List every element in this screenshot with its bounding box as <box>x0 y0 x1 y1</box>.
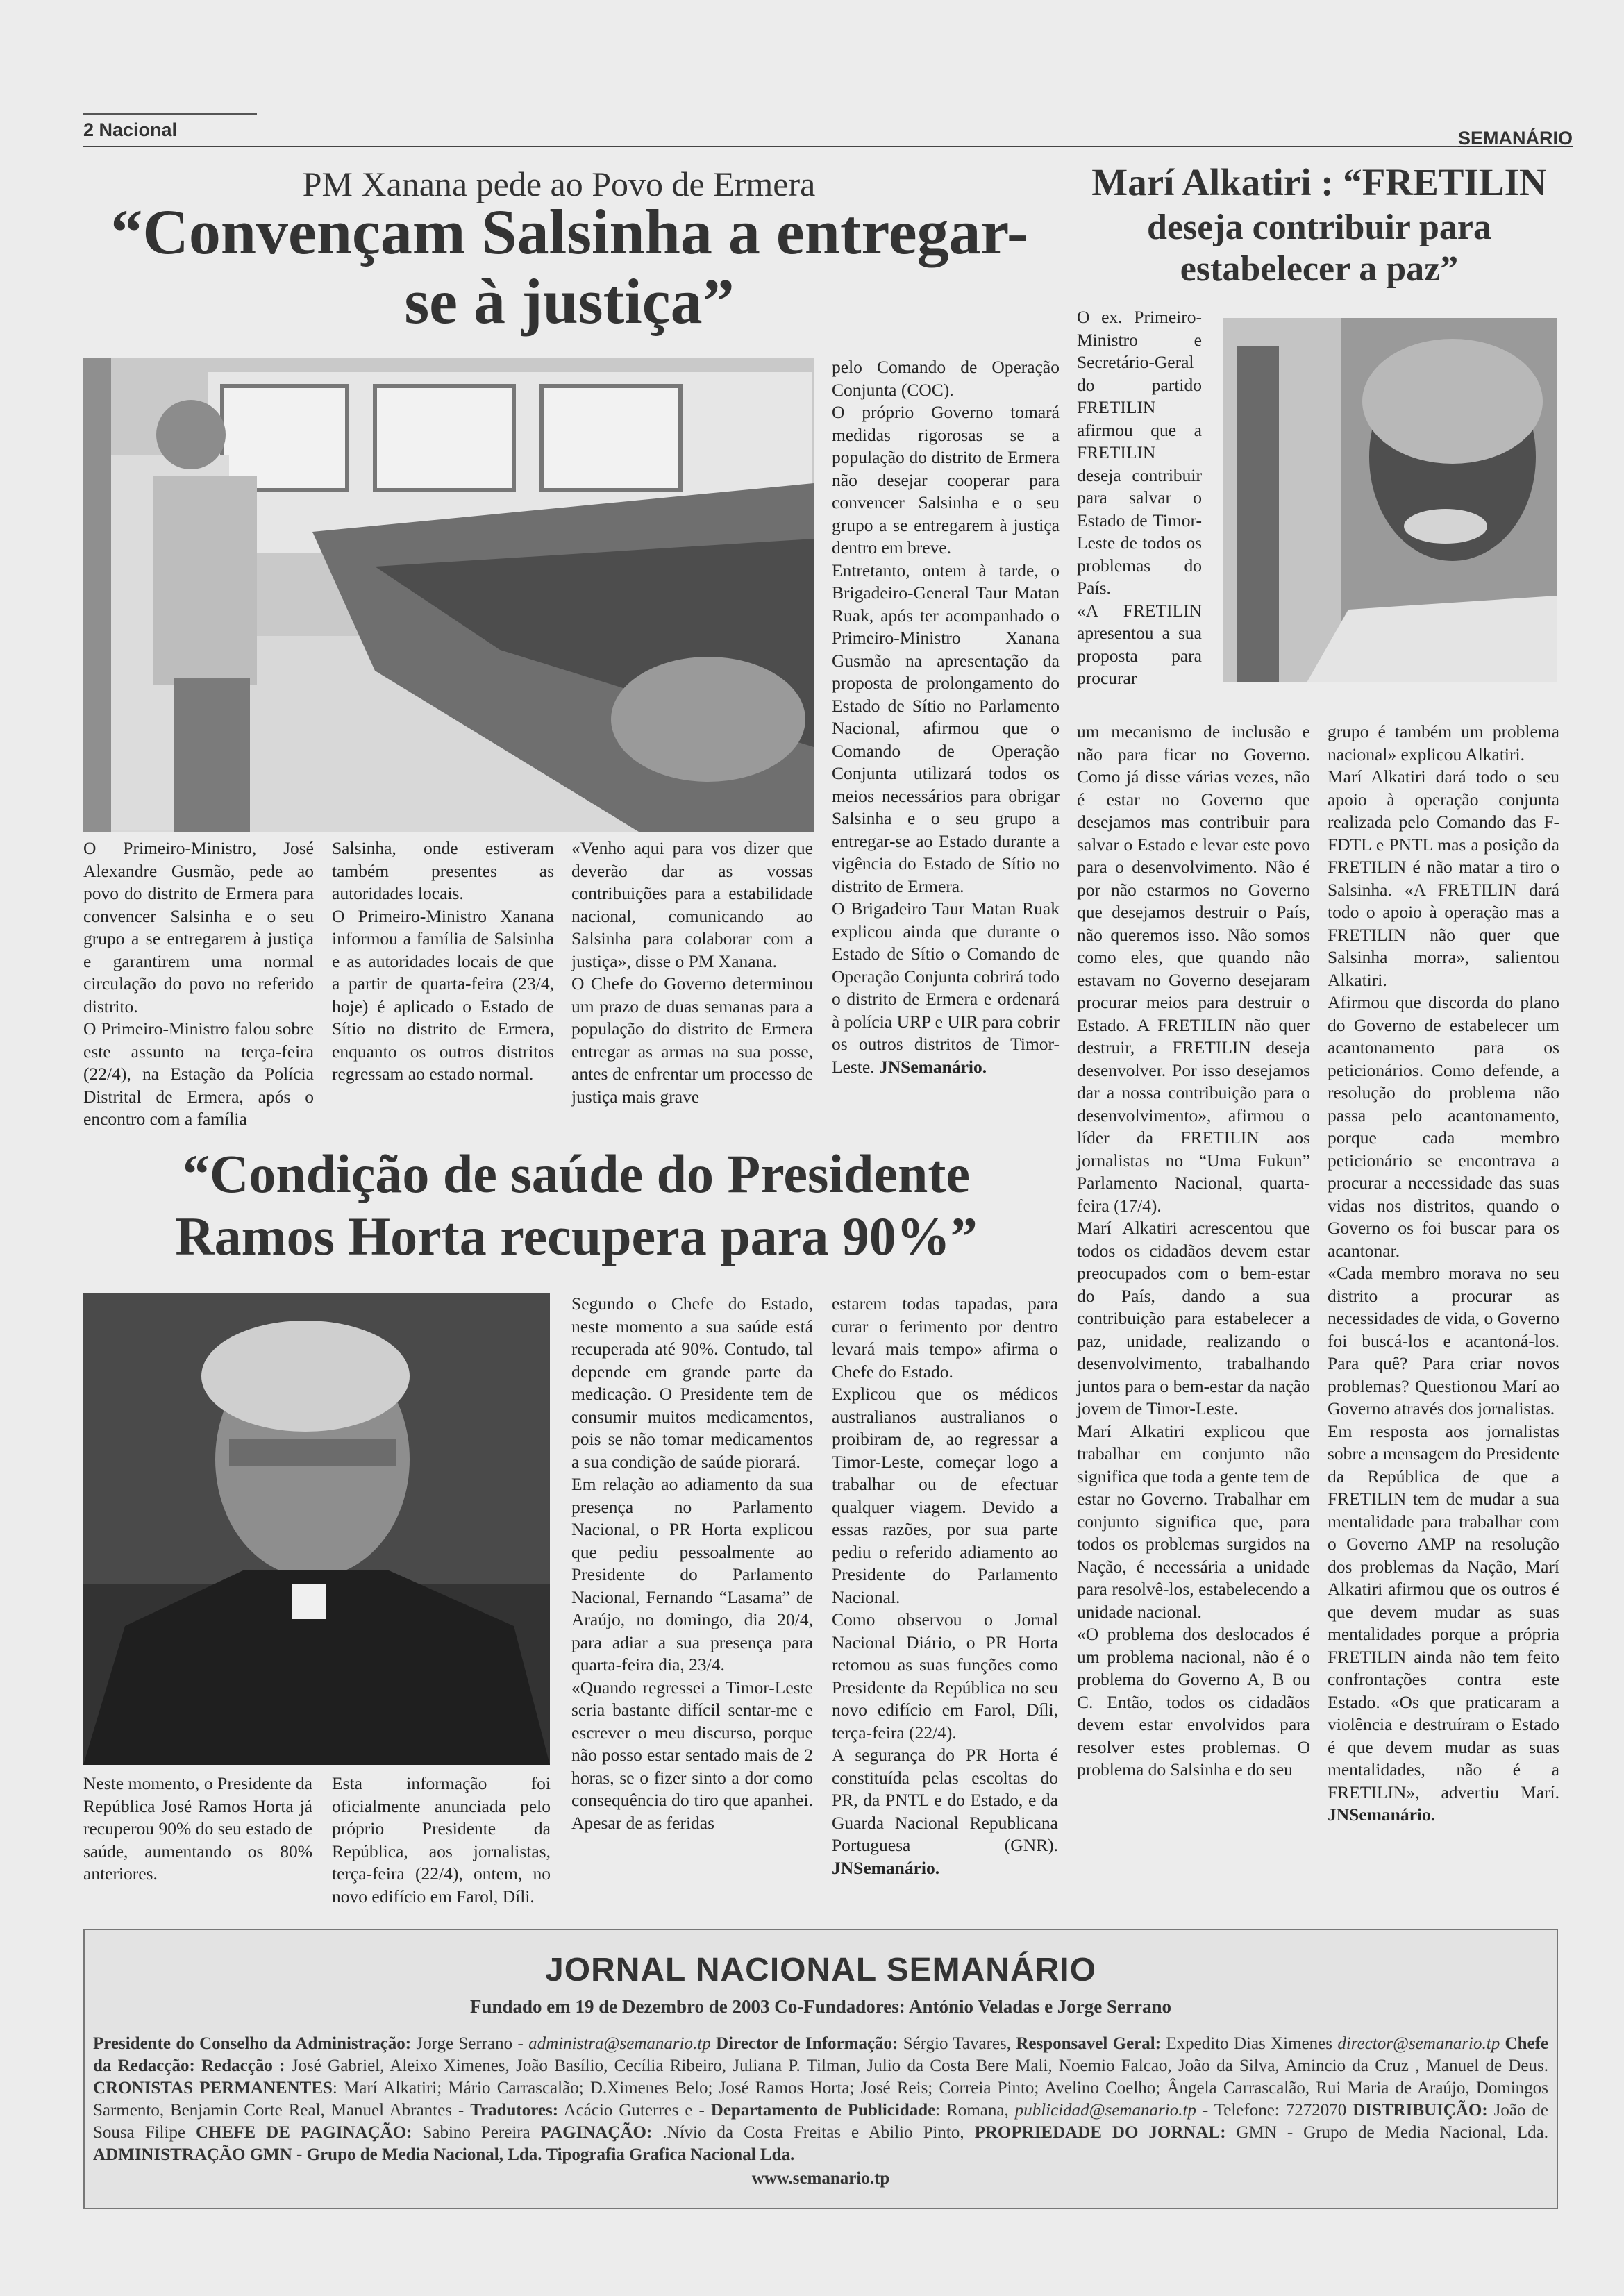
footer-credits: Presidente do Conselho da Administração: Jorge Serrano - administra@semanario.tp Director de Informação: Sérgio Tavares, Responsavel Geral: Expedito Dias Ximenes director@semanario.tp Chefe da Redacção: Redacção : José Gabriel, Aleixo Ximenes, João Basílio, Cecília Ribeiro, Juliana P. Tilman, Julio da Costa Bere Mali, Noemio Falcao, João da Silva, Amincio da Cruz , Manuel de Deus. CRONISTAS PERMANENTES: Marí Alkatiri; Mário Carrascalão; D.Ximenes Belo; José Ramos Horta; José Reis; Correia Pinto; Avelino Coelho; Ângela Carrascalão, Rui Maria de Araújo, Domingos Sarmento, Benjamin Corte Real, Manuel Abrantes - Tradutores: Acácio Guterres e - Departamento de Publicidade: Romana, publicidad@semanario.tp - Telefone: 7272070 DISTRIBUIÇÃO: João de Sousa Filipe CHEFE DE PAGINAÇÃO: Sabino Pereira PAGINAÇÃO: .Nívio da Costa Freitas e Abilio Pinto, PROPRIEDADE DO JORNAL: GMN - Grupo de Media Nacional, Lda. ADMINISTRAÇÃO GMN - Grupo de Media Nacional, Lda. Tipografia Grafica Nacional Lda. <box>93 2034 1549 2164</box>
article3-col4-para4-text: A segurança do PR Horta é constituída pelas escoltas do PR, da PNTL e do Estado, e da Guarda Nacional Republicana Portuguesa (GNR). <box>832 1745 1058 1855</box>
masthead: SEMANÁRIO <box>1458 128 1573 149</box>
article2-headline-line1: Marí Alkatiri : “FRETILIN <box>1091 161 1547 203</box>
article3-col4-para4 <box>832 1744 1058 1879</box>
article1-col4-para3: Entretanto, ontem à tarde, o Brigadeiro-General Taur Matan Ruak, após ter acompanhado o Primeiro-Ministro Xanana Gusmão na apresentação da proposta de prolongamento do Estado de Sítio no Parlamento Nacional, afirmou que o Comando de Operação Conjunta utilizará todos os meios necessários para obrigar Salsinha e o seu grupo a entregar-se ao Estado durante a vigência do Estado de Sítio no distrito de Ermera. <box>832 560 1060 896</box>
article1-col3-para2: O Chefe do Governo determinou um prazo de duas semanas para a população do distrito de Ermera entregar as armas na sua posse, antes de enfrentar um processo de justiça mais grave <box>571 973 813 1107</box>
page-section: 2 Nacional <box>83 119 178 140</box>
horta-photo <box>83 1293 550 1765</box>
alkatiri-photo-image <box>1223 318 1557 682</box>
article1-headline-line2: se à justiça” <box>404 266 735 337</box>
article2-intro-para2: «A FRETILIN apresentou a sua proposta para procurar <box>1077 600 1202 688</box>
article3-column-3 <box>571 1293 813 1834</box>
article3-col3-para3: «Quando regressei a Timor-Leste seria bastante difícil sentar-me e escrever o meu discurso, porque não posso estar sentado mais de 2 horas, se o fizer sinto a dor como consequência do tiro que apanhei. Apesar de as feridas <box>571 1677 813 1833</box>
article2-headline-line2: deseja contribuir para <box>1147 208 1491 247</box>
article1-signature: JNSemanário. <box>878 1056 987 1077</box>
article2-col1-para4: «O problema dos deslocados é um problema nacional, não é o problema do Governo A, B ou C. Então, todos os cidadãos devem estar envolvidos para resolver estes problemas. O problema do Salsinha e do seu <box>1077 1624 1310 1779</box>
article1-col4-para4-text: O Brigadeiro Taur Matan Ruak explicou ainda que durante o Estado de Sítio o Comando de Operação Conjunta cobrirá todo o distrito de Ermera e ordenará à polícia URP e UIR para cobrir os outros distritos de Timor-Leste. <box>832 898 1060 1077</box>
article2-col2-para5 <box>1328 1421 1559 1827</box>
article2-col2-para2: Marí Alkatiri dará todo o seu apoio à operação conjunta realizada pelo Comando das F-FDTL e PNTL mas a posição da FRETILIN é não matar a tiro o Salsinha. «A FRETILIN dará todo o apoio à operação mas a FRETILIN não quer que Salsinha morra», salientou Alkatiri. <box>1328 766 1559 990</box>
article3-headline-line2: Ramos Horta recupera para 90%” <box>175 1206 978 1266</box>
header-rule <box>83 146 1569 147</box>
article2-col2-para4: «Cada membro morava no seu distrito a procurar as necessidades de vida, o Governo foi buscá-los e acantoná-los. Para quê? Para criar novos problemas? Questionou Marí ao Governo através dos jornalistas. <box>1328 1263 1559 1418</box>
article3-headline-line1: “Condição de saúde do Presidente <box>183 1143 970 1204</box>
article1-column-1 <box>83 837 314 1131</box>
article3-col3-para1: Segundo o Chefe do Estado, neste momento a sua saúde está recuperada até 90%. Contudo, tal depende em grande parte da medicação. O Presidente tem de consumir muitos medicamentos, pois se não tomar medicamentos a sua condição de saúde piorará. <box>571 1293 813 1472</box>
article1-col3-para1: «Venho aqui para vos dizer que deverão dar as vossas contribuições para a estabilidade nacional, comunicando ao Salsinha para colaborar com a justiça», disse o PM Xanana. <box>571 838 813 971</box>
article1-col2-para1: Salsinha, onde estiveram também presentes as autoridades locais. <box>332 838 554 903</box>
article1-column-3 <box>571 837 813 1108</box>
footer-website[interactable]: www.semanario.tp <box>751 2169 890 2188</box>
header-rule-short <box>83 113 257 115</box>
meeting-photo <box>83 358 814 832</box>
article2-signature: JNSemanário. <box>1328 1804 1436 1825</box>
article3-signature: JNSemanário. <box>832 1857 940 1878</box>
alkatiri-photo <box>1223 318 1557 682</box>
article1-column-4 <box>832 356 1060 1078</box>
article1-headline-line1: “Convençam Salsinha a entregar- <box>110 196 1028 267</box>
article1-col4-para4 <box>832 898 1060 1078</box>
footer-title: JORNAL NACIONAL SEMANÁRIO <box>545 1952 1096 1988</box>
article1-col2-para2: O Primeiro-Ministro Xanana informou a família de Salsinha e as autoridades locais de que a partir de quarta-feira (23/4, hoje) é aplicado o Estado de Sítio no distrito de Ermera, enquanto os outros distritos regressam ao estado normal. <box>332 905 554 1084</box>
footer-box <box>83 1929 1558 2209</box>
footer-subtitle: Fundado em 19 de Dezembro de 2003 Co-Fundadores: António Veladas e Jorge Serrano <box>469 1996 1172 2017</box>
article3-col4-para2: Explicou que os médicos australianos australianos o proibiram de, ao regressar a Timor-Leste, começar logo a trabalhar ou de efectuar qualquer viagem. Devido a essas razões, por sua parte pediu o referido adiamento ao Presidente do Parlamento Nacional. <box>832 1384 1058 1607</box>
article1-col1-para1: O Primeiro-Ministro, José Alexandre Gusmão, pede ao povo do distrito de Ermera para convencer Salsinha e o seu grupo a se entregarem à justiça e garantirem uma normal circulação do povo no referido distrito. <box>83 838 314 1016</box>
article1-kicker: PM Xanana pede ao Povo de Ermera <box>302 165 816 203</box>
article2-intro-para1: O ex. Primeiro-Ministro e Secretário-Geral do partido FRETILIN afirmou que a FRETILIN deseja contribuir para salvar o Estado de Timor-Leste de todos os problemas do País. <box>1077 307 1202 598</box>
article1-col4-para1: pelo Comando de Operação Conjunta (COC). <box>832 357 1060 400</box>
article3-column-2 <box>332 1773 551 1908</box>
article2-col2-para3: Afirmou que discorda do plano do Governo de estabelecer um acantonamento para os peticionários. Como defende, a resolução do problema não passa pelo acantonamento, porque cada membro peticionário se encontrava a procurar a necessidade das suas vidas nos distritos, quando o Governo os foi buscar para os acantonar. <box>1328 992 1559 1261</box>
article2-intro <box>1077 306 1202 690</box>
meeting-photo-image <box>83 358 814 832</box>
article2-col1-para1: um mecanismo de inclusão e não para ficar no Governo. Como já disse várias vezes, não é estar no Governo que desejamos mas contribuir para salvar o Estado e levar este povo para o desenvolvimento. Não é por não estarmos no Governo que desejamos destruir o País, não queremos isso. Não somos como eles, que quando não estavam no Governo desejaram procurar meios para destruir o Estado. A FRETILIN não quer destruir, a FRETILIN deseja desenvolver. Por isso desejamos dar a nossa contribuição para o desenvolvimento», afirmou o líder da FRETILIN aos jornalistas no “Uma Fukun” Parlamento Nacional, quarta-feira (17/4). <box>1077 721 1310 1216</box>
article3-column-4 <box>832 1293 1058 1879</box>
article2-column-1 <box>1077 721 1310 1782</box>
article2-col1-para3: Marí Alkatiri explicou que trabalhar em conjunto não significa que toda a gente tem de estar no Governo. Trabalhar em conjunto significa que, para todos os problemas surgidos na Nação, é necessária a unidade para resolvê-los, estabelecendo a unidade nacional. <box>1077 1421 1310 1622</box>
article3-col4-para3: Como observou o Jornal Nacional Diário, o PR Horta retomou as suas funções como Presidente da República no seu novo edifício em Farol, Díli, terça-feira (22/4). <box>832 1609 1058 1743</box>
article3-col1-para1: Neste momento, o Presidente da República José Ramos Horta já recuperou 90% do seu estado de saúde, aumentando os 80% anteriores. <box>83 1773 312 1884</box>
article1-col1-para2: O Primeiro-Ministro falou sobre este assunto na terça-feira (22/4), na Estação da Polícia Distrital de Ermera, após o encontro com a família <box>83 1019 314 1129</box>
article2-headline-line3: estabelecer a paz” <box>1180 249 1459 289</box>
article3-col4-para1: estarem todas tapadas, para curar o ferimento por dentro levará mais tempo» afirma o Chefe do Estado. <box>832 1293 1058 1382</box>
horta-photo-image <box>83 1293 550 1765</box>
article1-column-2 <box>332 837 554 1086</box>
article3-col2-para1: Esta informação foi oficialmente anunciada pelo próprio Presidente da República, aos jornalistas, terça-feira (22/4), ontem, no novo edifício em Farol, Díli. <box>332 1773 551 1907</box>
article1-col4-para2: O próprio Governo tomará medidas rigorosas se a população do distrito de Ermera não desejar cooperar para convencer Salsinha e o seu grupo a se entregarem à justiça dentro em breve. <box>832 402 1060 558</box>
article2-col2-para1: grupo é também um problema nacional» explicou Alkatiri. <box>1328 721 1559 764</box>
article3-col3-para2: Em relação ao adiamento da sua presença no Parlamento Nacional, o PR Horta explicou que pediu pessoalmente ao Presidente do Parlamento Nacional, Fernando “Lasama” de Araújo, no domingo, dia 20/4, para adiar a sua presença para quarta-feira dia, 23/4. <box>571 1474 813 1675</box>
article2-col2-para5-text: Em resposta aos jornalistas sobre a mensagem do Presidente da República de que a FRETILIN tem de mudar a sua mentalidade para trabalhar com o Governo AMP na resolução dos problemas da Nação, Marí Alkatiri afirmou que os outros é que devem mudar as suas mentalidades porque a própria FRETILIN ainda não tem feito confrontações contra este Estado. «Os que praticaram a violência e destruíram o Estado é que devem mudar as suas mentalidades, não é a FRETILIN», advertiu Marí. <box>1328 1421 1559 1802</box>
article3-column-1 <box>83 1773 312 1886</box>
article2-column-2 <box>1328 721 1559 1827</box>
article2-col1-para2: Marí Alkatiri acrescentou que todos os cidadãos devem estar preocupados com o bem-estar do País, dando a sua contribuição para estabelecer a paz, unidade, realizando o desenvolvimento, trabalhando juntos para o bem-estar da nação jovem de Timor-Leste. <box>1077 1218 1310 1418</box>
